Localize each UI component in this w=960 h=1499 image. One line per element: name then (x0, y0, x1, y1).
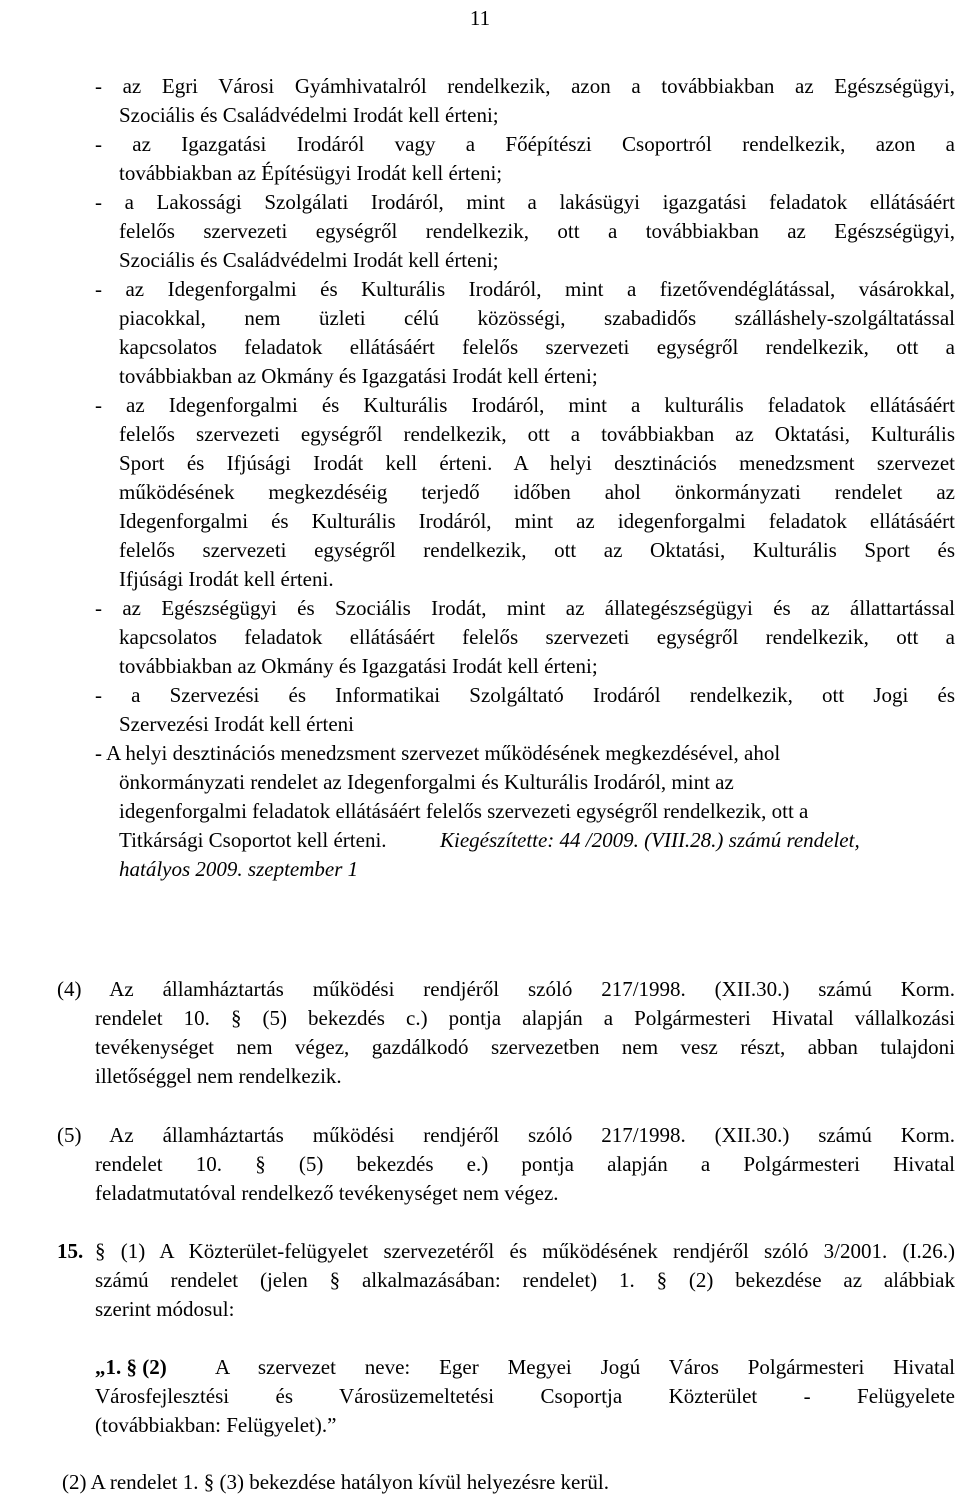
list-item: kapcsolatos feladatok ellátásáért felelős szervezeti egységről rendelkezik, ott a (119, 335, 955, 359)
list-item: piacokkal, nem üzleti célú közösségi, szabadidős szálláshely-szolgáltatással (119, 306, 955, 330)
list-item: Szociális és Családvédelmi Irodát kell érteni; (119, 103, 499, 127)
paragraph-line: számú rendelet (jelen § alkalmazásában: rendelet) 1. § (2) bekezdése az alábbiak (95, 1268, 955, 1292)
paragraph-line: illetőséggel nem rendelkezik. (95, 1064, 342, 1088)
list-item: Sport és Ifjúsági Irodát kell érteni. A helyi desztinációs menedzsment szervezet (119, 451, 955, 475)
page-number: 11 (469, 6, 491, 30)
section-number: 15. (57, 1239, 84, 1263)
list-item: - az Egri Városi Gyámhivatalról rendelkezik, azon a továbbiakban az Egészségügyi, (95, 74, 955, 98)
list-item: Szervezési Irodát kell érteni (119, 712, 354, 736)
paragraph-line: § (1) A Közterület-felügyelet szervezetéről és működésének rendjéről szóló 3/2001. (I.26.) (95, 1239, 955, 1263)
paragraph-line: rendelet 10. § (5) bekezdés e.) pontja alapján a Polgármesteri Hivatal (95, 1152, 955, 1176)
list-item: működésének megkezdéséig terjedő időben ahol önkormányzati rendelet az (119, 480, 955, 504)
paragraph-2: (2) A rendelet 1. § (3) bekezdése hatályon kívül helyezésre kerül. (62, 1470, 609, 1494)
paragraph-line: (továbbiakban: Felügyelet).” (95, 1413, 337, 1437)
list-item: - az Idegenforgalmi és Kulturális Irodáról, mint a fizetővendéglátással, vásárokkal, (95, 277, 955, 301)
list-item: Idegenforgalmi és Kulturális Irodáról, mint az idegenforgalmi feladatok ellátásáért (119, 509, 955, 533)
amendment-note: hatályos 2009. szeptember 1 (119, 857, 359, 881)
list-item: továbbiakban az Okmány és Igazgatási Irodát kell érteni; (119, 364, 598, 388)
list-item: továbbiakban az Építésügyi Irodát kell érteni; (119, 161, 503, 185)
list-item: felelős szervezeti egységről rendelkezik, ott a továbbiakban az Egészségügyi, (119, 219, 955, 243)
list-item: idegenforgalmi feladatok ellátásáért felelős szervezeti egységről rendelkezik, ott a (119, 799, 809, 823)
quote-lead: „1. § (2) (95, 1355, 167, 1379)
paragraph-line: A szervezet neve: Eger Megyei Jogú Város Polgármesteri Hivatal (215, 1355, 955, 1379)
paragraph-line: feladatmutatóval rendelkező tevékenységet nem végez. (95, 1181, 559, 1205)
list-item: felelős szervezeti egységről rendelkezik, ott a továbbiakban az Oktatási, Kulturális (119, 422, 955, 446)
list-item: - a Lakossági Szolgálati Irodáról, mint a lakásügyi igazgatási feladatok ellátásáért (95, 190, 955, 214)
list-item: - a Szervezési és Informatikai Szolgáltató Irodáról rendelkezik, ott Jogi és (95, 683, 955, 707)
list-item: Ifjúsági Irodát kell érteni. (119, 567, 334, 591)
list-item: Titkársági Csoportot kell érteni. (119, 828, 387, 852)
list-item: - A helyi desztinációs menedzsment szervezet működésének megkezdésével, ahol (95, 741, 781, 765)
amendment-note: Kiegészítette: 44 /2009. (VIII.28.) számú rendelet, (440, 828, 860, 852)
list-item: kapcsolatos feladatok ellátásáért felelős szervezeti egységről rendelkezik, ott a (119, 625, 955, 649)
paragraph-line: szerint módosul: (95, 1297, 235, 1321)
paragraph-line: (4) Az államháztartás működési rendjéről szóló 217/1998. (XII.30.) számú Korm. (57, 977, 955, 1001)
list-item: felelős szervezeti egységről rendelkezik, ott az Oktatási, Kulturális Sport és (119, 538, 955, 562)
paragraph-line: (5) Az államháztartás működési rendjéről szóló 217/1998. (XII.30.) számú Korm. (57, 1123, 955, 1147)
list-item: Szociális és Családvédelmi Irodát kell érteni; (119, 248, 499, 272)
list-item: továbbiakban az Okmány és Igazgatási Irodát kell érteni; (119, 654, 598, 678)
paragraph-line: tevékenységet nem végez, gazdálkodó szervezetben nem vesz részt, abban tulajdoni (95, 1035, 955, 1059)
list-item: - az Igazgatási Irodáról vagy a Főépítészi Csoportról rendelkezik, azon a (95, 132, 955, 156)
paragraph-line: rendelet 10. § (5) bekezdés c.) pontja alapján a Polgármesteri Hivatal vállalkozási (95, 1006, 955, 1030)
list-item: - az Egészségügyi és Szociális Irodát, mint az állategészségügyi és az állattartással (95, 596, 955, 620)
list-item: önkormányzati rendelet az Idegenforgalmi és Kulturális Irodáról, mint az (119, 770, 734, 794)
paragraph-line: Városfejlesztési és Városüzemeltetési Csoportja Közterület - Felügyelete (95, 1384, 955, 1408)
list-item: - az Idegenforgalmi és Kulturális Irodáról, mint a kulturális feladatok ellátásáért (95, 393, 955, 417)
